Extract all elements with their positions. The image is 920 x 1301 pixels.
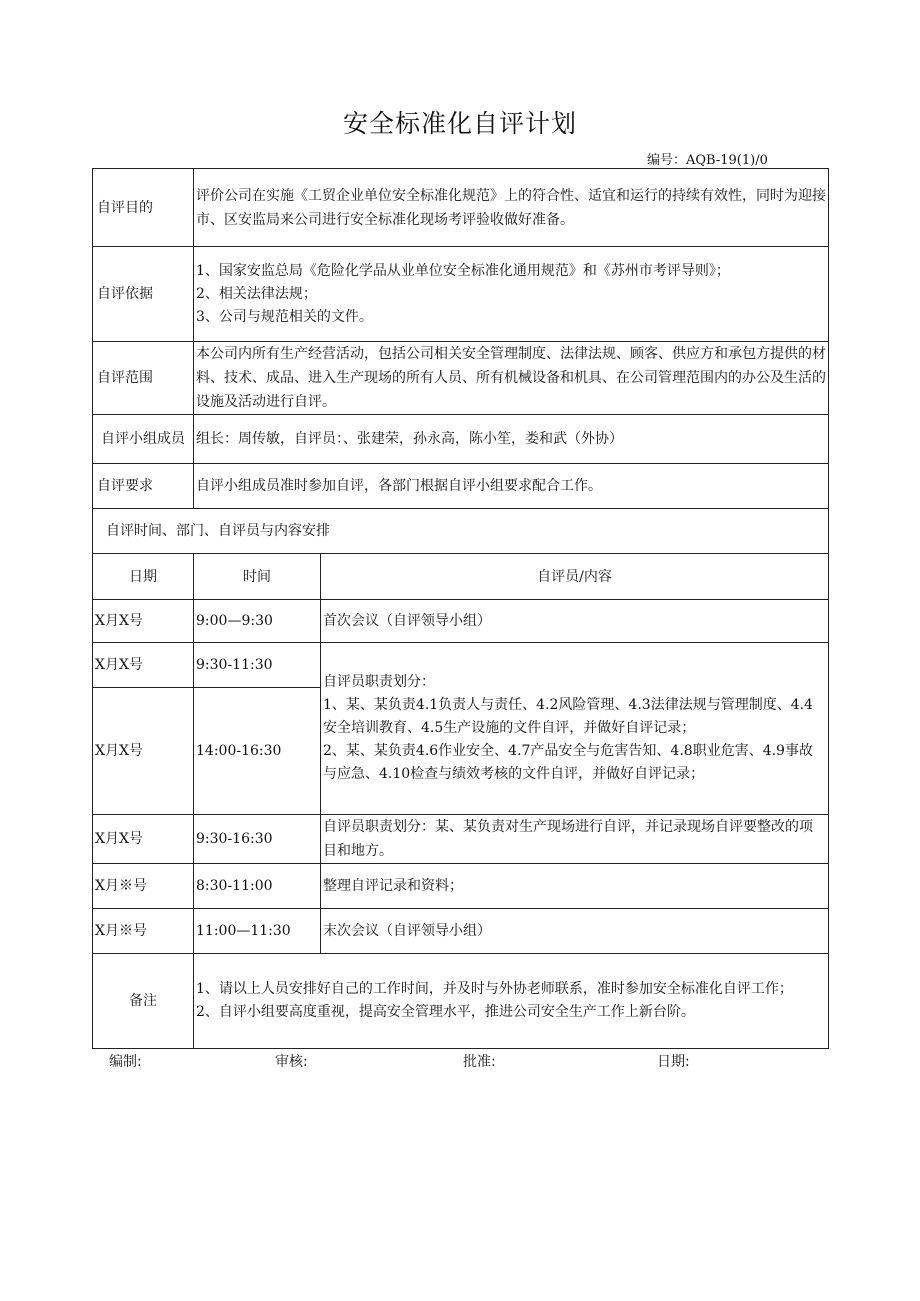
scope-content: 本公司内所有生产经营活动，包括公司相关安全管理制度、法律法规、顾客、供应方和承包方提供的材料、技术、成品、进入生产现场的所有人员、所有机械设备和机具、在公司管理范围内的办公及生活的设施及活动进行自评。 [194, 342, 829, 415]
remarks-content [194, 954, 829, 1049]
requirement-row [93, 464, 829, 509]
duty-heading: 自评员职责划分： [323, 674, 435, 690]
reviewed-by-label: 审核: [275, 1054, 308, 1070]
header-time: 时间 [194, 554, 321, 600]
prepared-by-label: 编制: [109, 1054, 142, 1070]
schedule-content: 首次会议（自评领导小组） [321, 600, 829, 643]
remarks-line: 2、自评小组要高度重视，提高安全管理水平，推进公司安全生产工作上新台阶。 [196, 1004, 695, 1020]
header-date: 日期 [93, 554, 194, 600]
date-label: 日期: [657, 1054, 690, 1070]
requirement-content: 自评小组成员准时参加自评，各部门根据自评小组要求配合工作。 [194, 464, 829, 509]
schedule-row [93, 643, 829, 688]
approved-by-label: 批准: [463, 1054, 496, 1070]
schedule-title-row [93, 509, 829, 554]
schedule-time: 9:30-16:30 [194, 815, 321, 864]
schedule-content: 自评员职责划分：某、某负责对生产现场进行自评，并记录现场自评要整改的项目和地方。 [321, 815, 829, 864]
basis-content [194, 247, 829, 342]
duty-assignment-cell [321, 643, 829, 815]
purpose-label: 自评目的 [93, 169, 194, 247]
basis-line: 3、公司与规范相关的文件。 [196, 308, 373, 325]
remarks-label: 备注 [93, 954, 194, 1049]
schedule-header-row [93, 554, 829, 600]
schedule-date: X月X号 [93, 815, 194, 864]
schedule-date: X月※号 [93, 909, 194, 954]
remarks-line: 1、请以上人员安排好自己的工作时间，并及时与外协老师联系，准时参加安全标准化自评工作； [196, 981, 793, 997]
schedule-row [93, 815, 829, 864]
duty-line: 1、某、某负责4.1负责人与责任、4.2风险管理、4.3法律法规与管理制度、4.4安全培训教育、4.5生产设施的文件自评，并做好自评记录； [323, 697, 813, 736]
basis-label: 自评依据 [93, 247, 194, 342]
schedule-row [93, 600, 829, 643]
schedule-content: 整理自评记录和资料； [321, 864, 829, 909]
remarks-row [93, 954, 829, 1049]
schedule-time: 11:00—11:30 [194, 909, 321, 954]
basis-row [93, 247, 829, 342]
basis-line: 1、国家安监总局《危险化学品从业单位安全标准化通用规范》和《苏州市考评导则》； [196, 262, 730, 279]
schedule-time: 14:00-16:30 [194, 688, 321, 815]
scope-label: 自评范围 [93, 342, 194, 415]
plan-table [92, 168, 829, 1049]
duty-line: 2、某、某负责4.6作业安全、4.7产品安全与危害告知、4.8职业危害、4.9事故与应急、4.10检查与绩效考核的文件自评，并做好自评记录； [323, 743, 813, 782]
schedule-time: 8:30-11:00 [194, 864, 321, 909]
team-content: 组长：周传敏，自评员：、张建荣，孙永高，陈小笙，娄和武（外协） [194, 415, 829, 464]
schedule-time: 9:00—9:30 [194, 600, 321, 643]
requirement-label: 自评要求 [93, 464, 194, 509]
team-row [93, 415, 829, 464]
document-number: 编号：AQB-19(1)/0 [647, 153, 768, 168]
scope-row [93, 342, 829, 415]
schedule-time: 9:30-11:30 [194, 643, 321, 688]
basis-line: 2、相关法律法规； [196, 285, 317, 302]
team-label: 自评小组成员 [93, 415, 194, 464]
schedule-date: X月X号 [93, 643, 194, 688]
schedule-title: 自评时间、部门、自评员与内容安排 [93, 509, 829, 554]
schedule-date: X月X号 [93, 688, 194, 815]
purpose-row [93, 169, 829, 247]
purpose-content: 评价公司在实施《工贸企业单位安全标准化规范》上的符合性、适宜和运行的持续有效性，同时为迎接市、区安监局来公司进行安全标准化现场考评验收做好准备。 [194, 169, 829, 247]
schedule-date: X月X号 [93, 600, 194, 643]
page-title: 安全标准化自评计划 [342, 109, 577, 138]
header-content: 自评员/内容 [321, 554, 829, 600]
schedule-content: 末次会议（自评领导小组） [321, 909, 829, 954]
schedule-row [93, 864, 829, 909]
schedule-row [93, 909, 829, 954]
schedule-date: X月※号 [93, 864, 194, 909]
